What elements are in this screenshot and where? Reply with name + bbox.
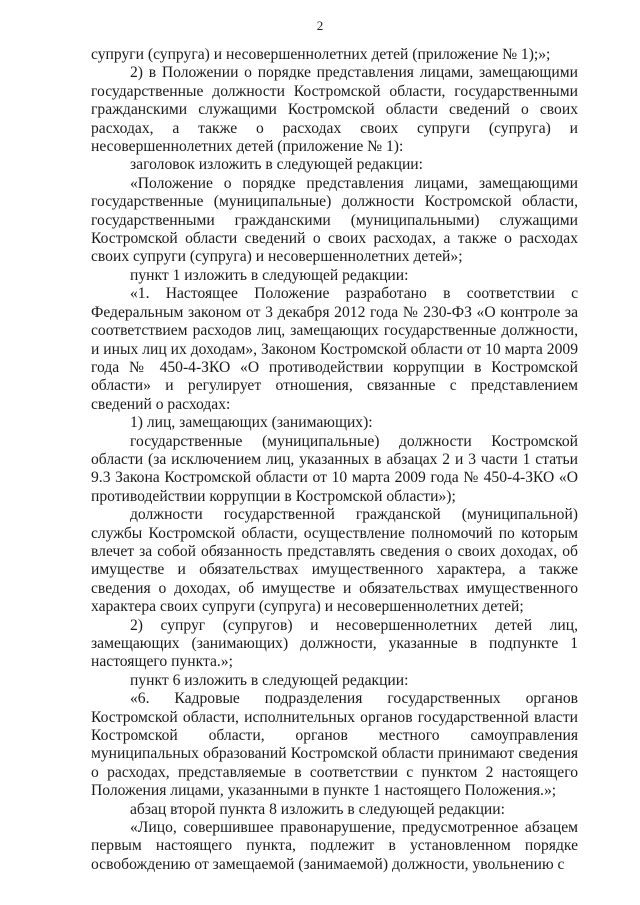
paragraph: супруги (супруга) и несовершеннолетних детей (приложение № 1);»;	[91, 46, 551, 63]
paragraph: пункт 6 изложить в следующей редакции:	[130, 671, 409, 689]
paragraph: 1) лиц, замещающих (занимающих):	[130, 414, 373, 432]
paragraph: «Положение о порядке представления лицами, замещающими государственные (муниципальные) должности Костромской области, государственными гражданскими (муниципальными) служащими Костромской области сведений о своих расходах, а также о расходах своих супруги (супруга) и несовершеннолетних детей»;	[91, 174, 578, 266]
paragraph: заголовок изложить в следующей редакции:	[130, 156, 423, 174]
page-number: 2	[316, 18, 324, 33]
paragraph: «Лицо, совершившее правонарушение, предусмотренное абзацем первым настоящего пункта, подлежит в установленном порядке освобождению от замещаемой (занимаемой) должности, увольнению с	[91, 819, 578, 873]
paragraph: 2) в Положении о порядке представления лицами, замещающими государственные должности Костромской области, государственными гражданскими служащими Костромской области сведений о своих расходах, а также о расходах своих супруги (супруга) и несовершеннолетних детей (приложение № 1):	[91, 64, 578, 156]
paragraph: должности государственной гражданской (муниципальной) службы Костромской области, осуществление полномочий по которым влечет за собой обязанность представлять сведения о своих доходах, об имуществе и обязательствах имущественного характера, а также сведения о доходах, об имуществе и обязательствах имущественного характера своих супруги (супруга) и несовершеннолетних детей;	[91, 506, 578, 616]
paragraph: государственные (муниципальные) должности Костромской области (за исключением лиц, указанных в абзацах 2 и 3 части 1 статьи 9.3 Закона Костромской области от 10 марта 2009 года № 450-4-ЗКО «О противодействии коррупции в Костромской области»);	[91, 432, 578, 505]
paragraph: «1. Настоящее Положение разработано в соответствии с Федеральным законом от 3 декабря 2012 года № 230-ФЗ «О контроле за соответствием расходов лиц, замещающих государственные должности, и иных лиц их доходам», Законом Костромской области от 10 марта 2009 года № 450-4-ЗКО «О противодействии коррупции в Костромской области» и регулирует отношения, связанные с представлением сведений о расходах:	[91, 285, 578, 413]
paragraph: 2) супруг (супругов) и несовершеннолетних детей лиц, замещающих (занимающих) должности, указанные в подпункте 1 настоящего пункта.»;	[91, 616, 578, 671]
document-body	[91, 46, 578, 874]
paragraph: пункт 1 изложить в следующей редакции:	[130, 266, 409, 284]
paragraph: «6. Кадровые подразделения государственных органов Костромской области, исполнительных органов государственной власти Костромской области, органов местного самоуправления муниципальных образований Костромской области принимают сведения о расходах, представляемые в соответствии с пунктом 2 настоящего Положения лицами, указанными в пункте 1 настоящего Положения.»;	[91, 690, 578, 800]
paragraph: абзац второй пункта 8 изложить в следующей редакции:	[130, 800, 505, 818]
